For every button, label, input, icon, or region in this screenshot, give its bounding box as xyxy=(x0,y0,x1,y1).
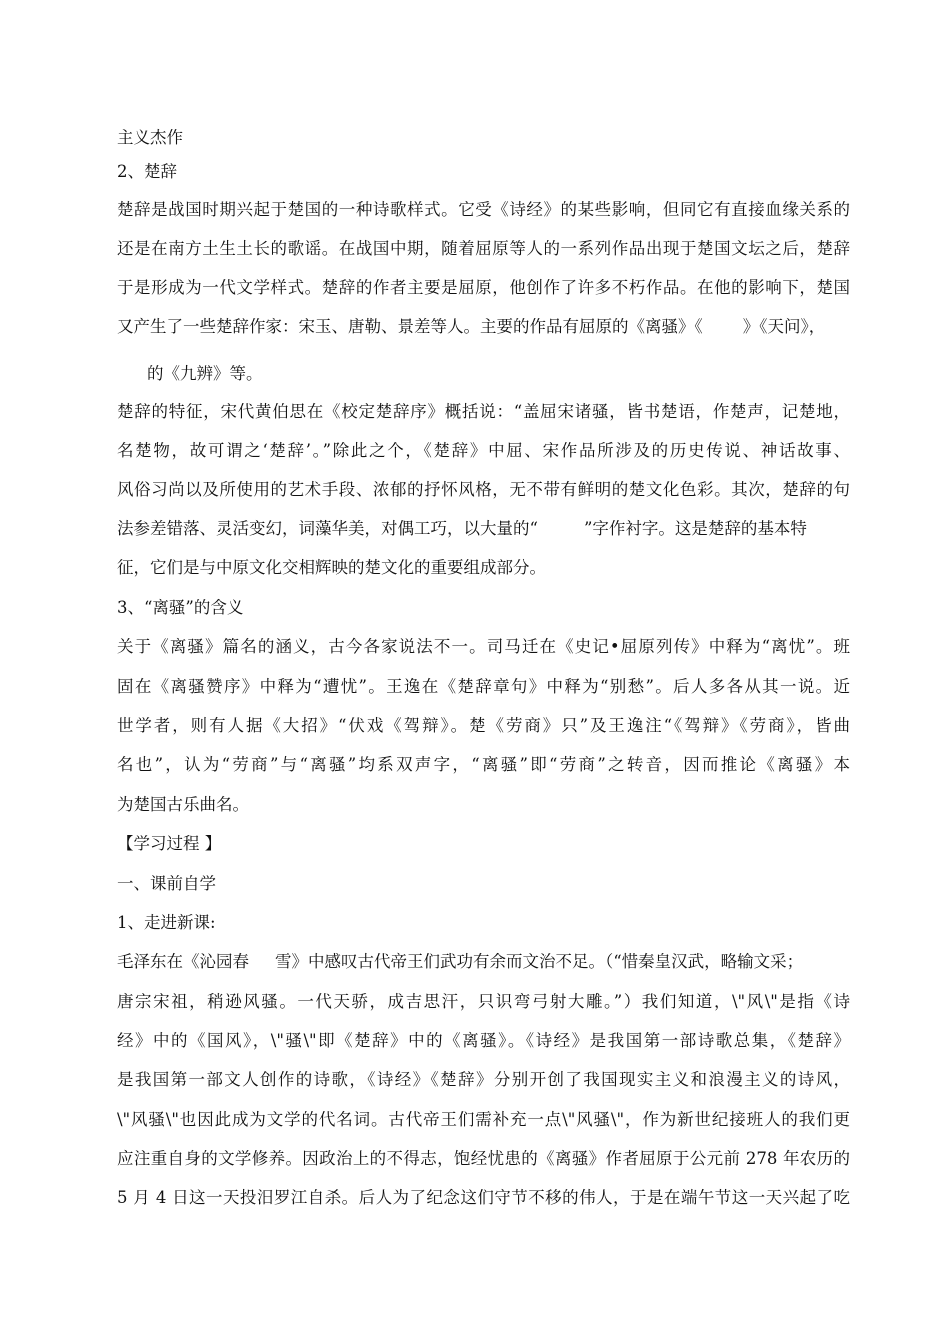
text-segment: 雪》中感叹古代帝王们武功有余而文治不足。（“惜秦皇汉武，略输文采； xyxy=(275,952,804,971)
paragraph-line: 是我国第一部文人创作的诗歌，《诗经》《楚辞》分别开创了我国现实主义和浪漫主义的诗风， xyxy=(117,1070,850,1089)
section-heading-lisao: 3、“离骚”的含义 xyxy=(117,598,244,617)
paragraph-line: 名楚物，故可谓之‘楚辞’。”除此之个，《楚辞》中屈、宋作品所涉及的历史传说、神话故事、 xyxy=(117,441,850,460)
paragraph-line: 的《九辨》等。 xyxy=(147,364,263,383)
paragraph-line: 世学者，则有人据《大招》“伏戏《驾辩》。楚《劳商》只”及王逸注“《驾辩》《劳商》，皆曲 xyxy=(117,716,850,735)
paragraph-line: 固在《离骚赞序》中释为“遭忧”。王逸在《楚辞章句》中释为“别愁”。后人多各从其一说。近 xyxy=(117,677,850,696)
paragraph-line: 名也”，认为“劳商”与“离骚”均系双声字，“离骚”即“劳商”之转音，因而推论《离骚》本 xyxy=(117,755,850,774)
section-heading-preview: 一、课前自学 xyxy=(117,874,216,893)
paragraph-line-with-blank xyxy=(117,515,850,543)
text-line: 主义杰作 xyxy=(117,128,183,147)
paragraph-line: 为楚国古乐曲名。 xyxy=(117,795,249,814)
paragraph-line: 楚辞是战国时期兴起于楚国的一种诗歌样式。它受《诗经》的某些影响，但同它有直接血缘关系的 xyxy=(117,200,850,219)
section-heading-process: 【学习过程 】 xyxy=(117,834,222,853)
text-segment: 法参差错落、灵活变幻，词藻华美，对偶工巧，以大量的“ xyxy=(117,519,538,538)
paragraph-line: 还是在南方土生土长的歌谣。在战国中期，随着屈原等人的一系列作品出现于楚国文坛之后，楚辞 xyxy=(117,239,850,258)
paragraph-line: 5 月 4 日这一天投汨罗江自杀。后人为了纪念这们守节不移的伟人，于是在端午节这一天兴起了吃 xyxy=(117,1188,850,1207)
paragraph-line: 经》中的《国风》，\"骚\"即《楚辞》中的《离骚》。《诗经》是我国第一部诗歌总集，《楚辞》 xyxy=(117,1031,850,1050)
paragraph-line: 征，它们是与中原文化交相辉映的楚文化的重要组成部分。 xyxy=(117,558,546,577)
text-segment: 》《天问》， xyxy=(742,317,826,336)
text-segment: 又产生了一些楚辞作家：宋玉、唐勒、景差等人。主要的作品有屈原的《离骚》《 xyxy=(117,317,703,336)
paragraph-line: \"风骚\"也因此成为文学的代名词。古代帝王们需补充一点\"风骚\"，作为新世纪接班人的我们更 xyxy=(117,1110,850,1129)
text-segment: ”字作衬字。这是楚辞的基本特 xyxy=(583,519,807,538)
paragraph-line: 于是形成为一代文学样式。楚辞的作者主要是屈原，他创作了许多不朽作品。在他的影响下，楚国 xyxy=(117,278,850,297)
paragraph-line: 风俗习尚以及所使用的艺术手段、浓郁的抒怀风格，无不带有鲜明的楚文化色彩。其次，楚辞的句 xyxy=(117,480,850,499)
text-segment: 毛泽东在《沁园春 xyxy=(117,952,249,971)
paragraph-line: 唐宗宋祖，稍逊风骚。一代天骄，成吉思汗，只识弯弓射大雕。”）我们知道，\"风\"是指《诗 xyxy=(117,992,850,1011)
paragraph-line: 应注重自身的文学修养。因政治上的不得志，饱经忧患的《离骚》作者屈原于公元前 278 年农历的 xyxy=(117,1149,850,1168)
paragraph-line-with-blank xyxy=(117,313,850,341)
paragraph-line: 关于《离骚》篇名的涵义，古今各家说法不一。司马迁在《史记•屈原列传》中释为“离忧”。班 xyxy=(117,637,850,656)
section-heading-intro: 1、走进新课: xyxy=(117,913,216,932)
paragraph-line: 楚辞的特征，宋代黄伯思在《校定楚辞序》概括说：“盖屈宋诸骚，皆书楚语，作楚声，记楚地， xyxy=(117,402,850,421)
paragraph-line-with-blank xyxy=(117,948,850,976)
section-heading-chuci: 2、楚辞 xyxy=(117,162,177,181)
